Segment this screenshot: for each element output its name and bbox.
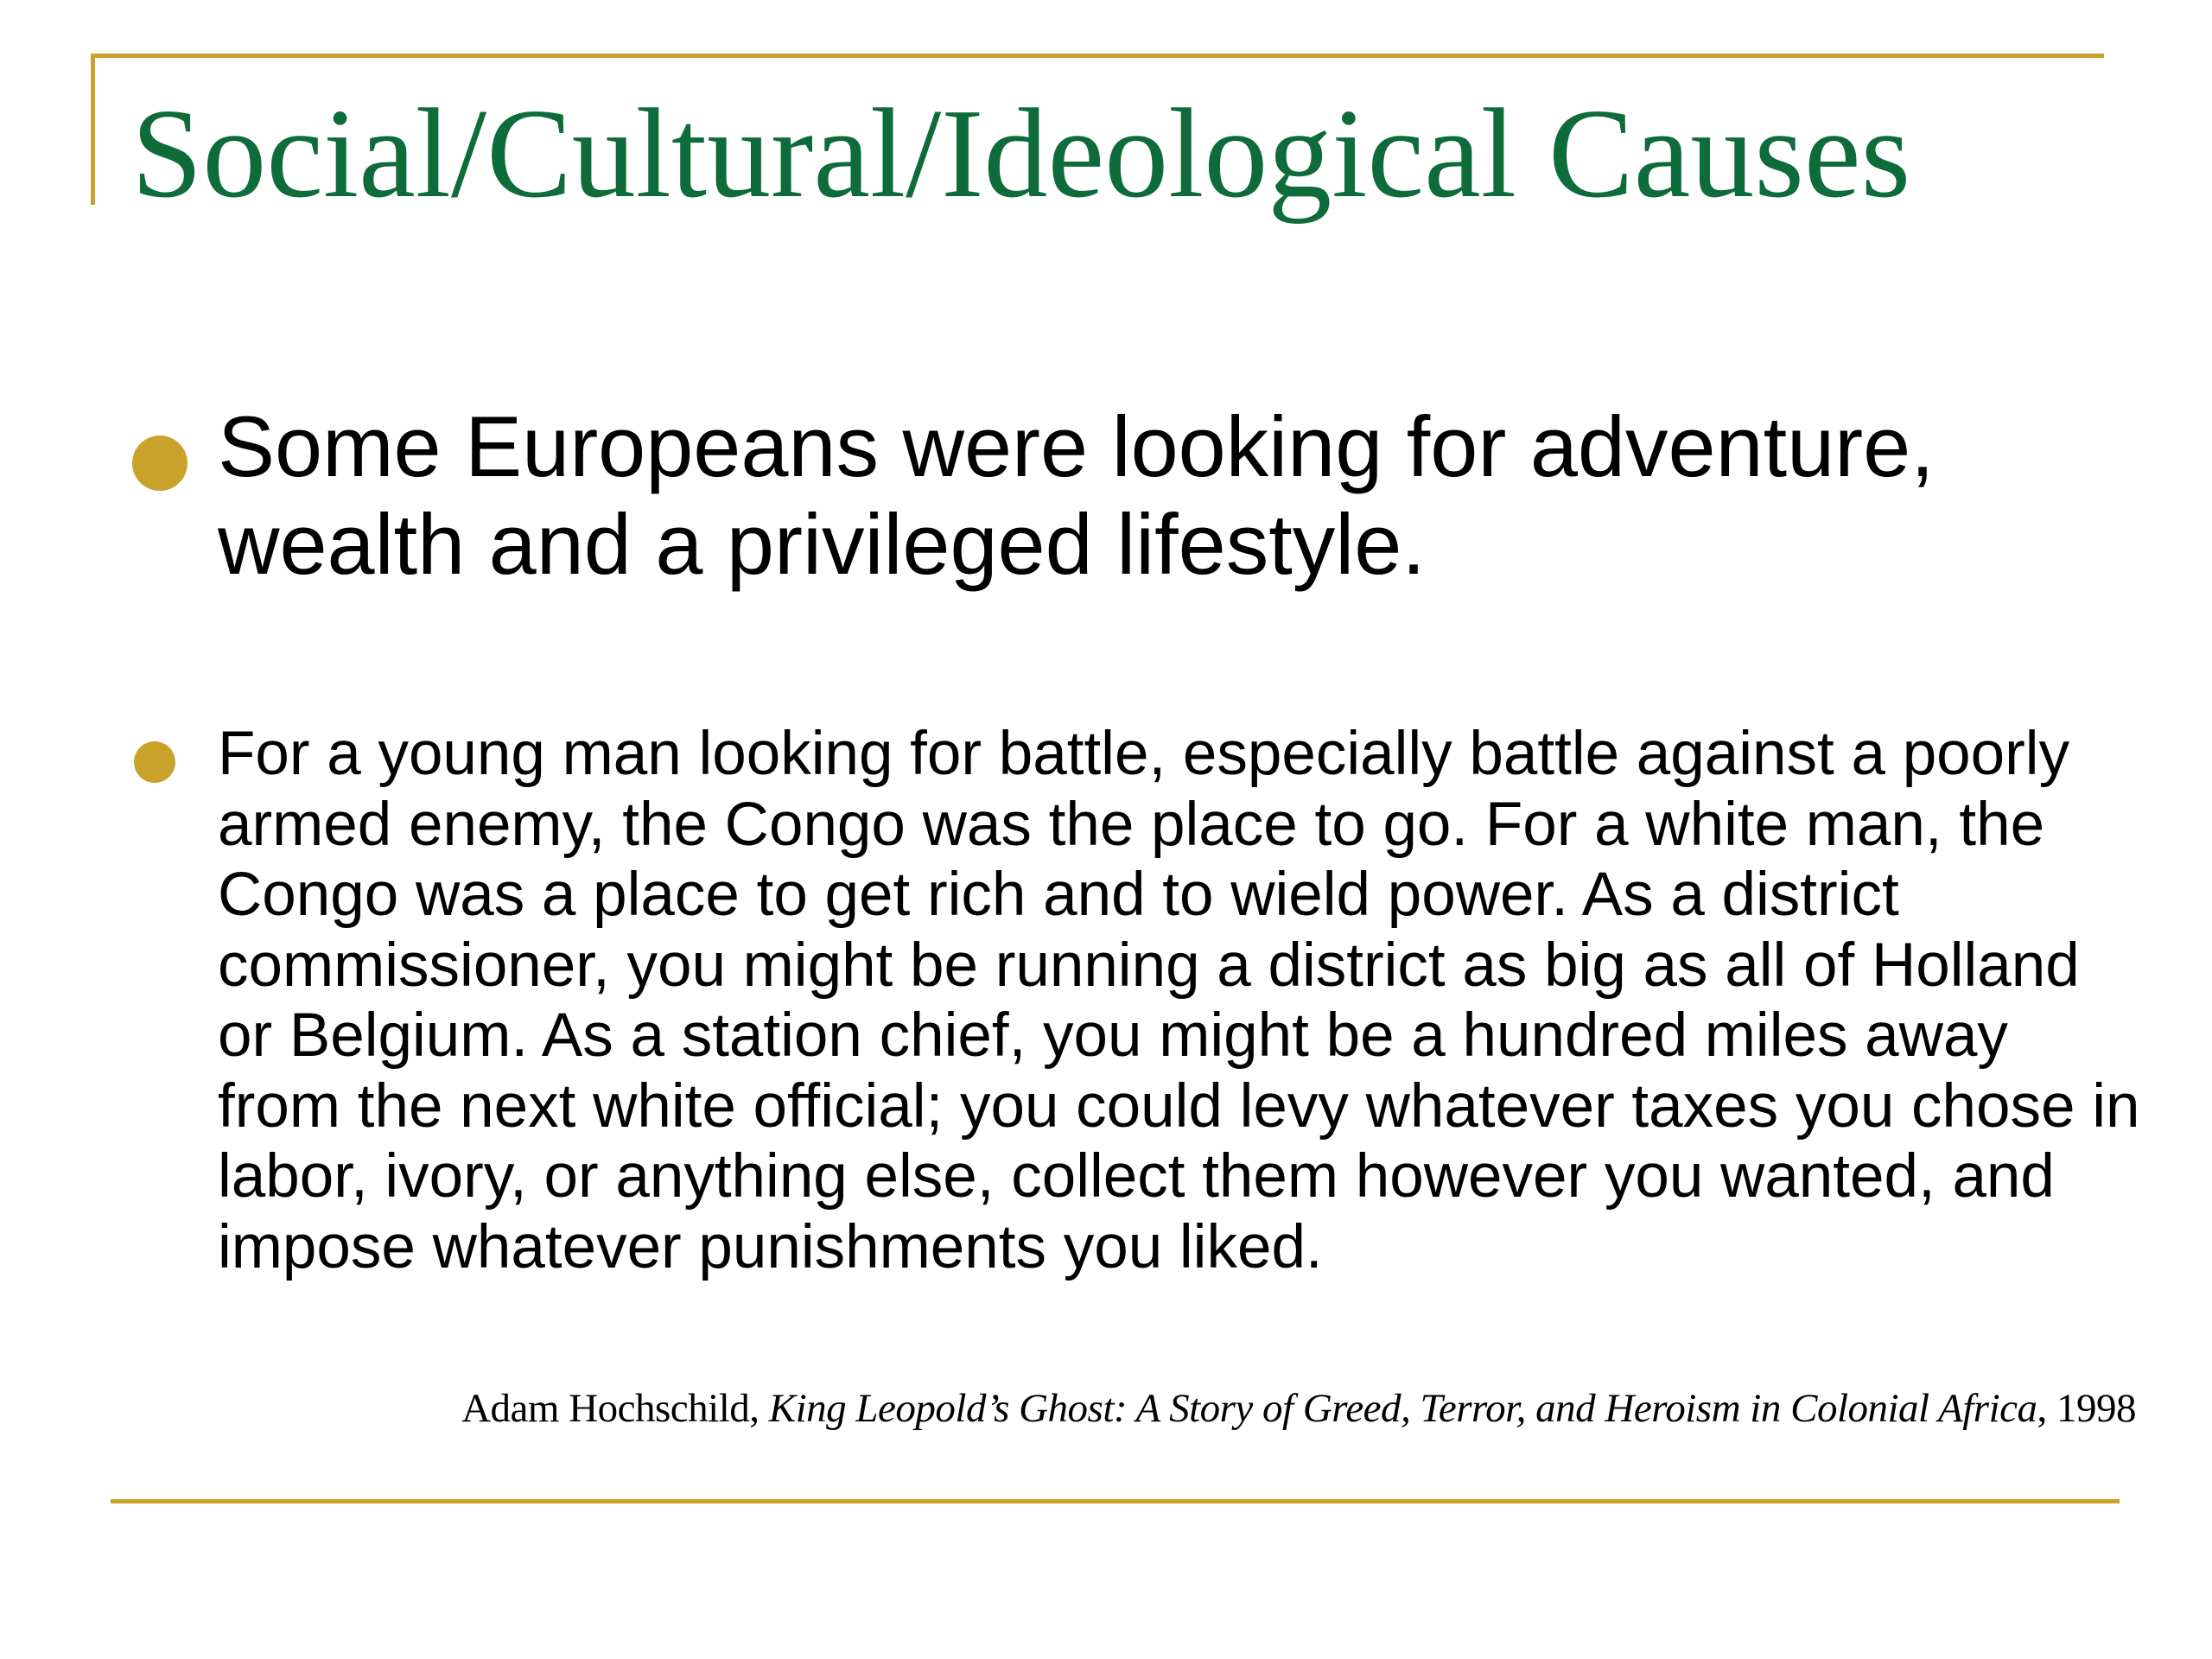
bullet-icon <box>132 435 188 491</box>
citation-year: , 1998 <box>2037 1386 2136 1431</box>
bottom-accent-rule <box>111 1499 2120 1503</box>
left-accent-rule <box>91 54 95 205</box>
citation-book-title: King Leopold’s Ghost: A Story of Greed, Terror, and Heroism in Colonial Africa <box>768 1386 2037 1431</box>
bullet-text-quote: For a young man looking for battle, especially battle against a poorly armed enemy, the Congo was the place to go. For a white man, the Congo was a place to get rich and to wield power. As a district commissioner, you might be running a district as big as all of Holland or Belgium. As a station chief, you might be a hundred miles away from the next white official; you could levy whatever taxes you chose in labor, ivory, or anything else, collect them however you wanted, and impose whatever punishments you liked. <box>218 720 2140 1281</box>
bullet-icon <box>134 741 175 783</box>
citation <box>461 1384 2136 1433</box>
top-accent-rule <box>91 54 2104 58</box>
slide-title: Social/Cultural/Ideological Causes <box>131 83 1911 225</box>
bullet-text-adventure: Some Europeans were looking for adventure, wealth and a privileged lifestyle. <box>218 398 1935 592</box>
citation-author: Adam Hochschild, <box>461 1386 769 1431</box>
